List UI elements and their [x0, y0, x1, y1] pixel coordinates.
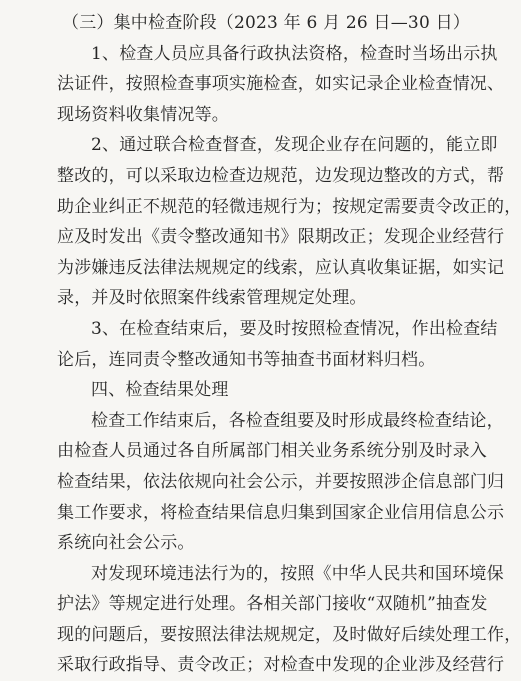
paragraph-line: 整改的，可以采取边检查边规范，边发现边整改的方式，帮	[57, 165, 505, 186]
paragraph-line: 检查结果，依法依规向社会公示，并要按照涉企信息部门归	[57, 471, 505, 492]
paragraph-line: 现的问题后，要按照法律法规规定，及时做好后续处理工作，	[57, 624, 521, 645]
paragraph-line: 1、检查人员应具备行政执法资格，检查时当场出示执	[91, 43, 498, 64]
paragraph-line: 现场资料收集情况等。	[57, 104, 229, 125]
paragraph-line: 系统向社会公示。	[57, 533, 195, 554]
paragraph-line: 助企业纠正不规范的轻微违规行为；按规定需要责令改正的，	[57, 196, 521, 217]
paragraph-line: 论后，连同责令整改通知书等抽查书面材料归档。	[57, 349, 436, 370]
paragraph-line: 2、通过联合检查督查，发现企业存在问题的，能立即	[91, 135, 498, 156]
paragraph-line: 集工作要求，将检查结果信息归集到国家企业信用信息公示	[57, 502, 505, 523]
paragraph-line: 由检查人员通过各自所属部门相关业务系统分别及时录入	[57, 441, 487, 462]
section-heading-concentrated-inspection: （三）集中检查阶段（2023 年 6 月 26 日—30 日）	[62, 13, 470, 33]
paragraph-line: 录，并及时依照案件线索管理规定处理。	[57, 288, 367, 309]
paragraph-line: 采取行政指导、责令改正；对检查中发现的企业涉及经营行	[57, 655, 505, 676]
paragraph-line: 为涉嫌违反法律法规规定的线索，应认真收集证据，如实记	[57, 257, 505, 278]
section-heading-result-handling: 四、检查结果处理	[91, 380, 229, 401]
paragraph-line: 3、在检查结束后，要及时按照检查情况，作出检查结	[91, 318, 498, 339]
paragraph-line: 检查工作结束后，各检查组要及时形成最终检查结论，	[91, 410, 504, 431]
paragraph-line: 法证件，按照检查事项实施检查，如实记录企业检查情况、	[57, 74, 505, 95]
paragraph-line: 护法》等规定进行处理。各相关部门接收“双随机”抽查发	[57, 594, 488, 615]
paragraph-line: 对发现环境违法行为的，按照《中华人民共和国环境保	[91, 563, 504, 584]
paragraph-line: 应及时发出《责令整改通知书》限期改正；发现企业经营行	[57, 227, 505, 248]
